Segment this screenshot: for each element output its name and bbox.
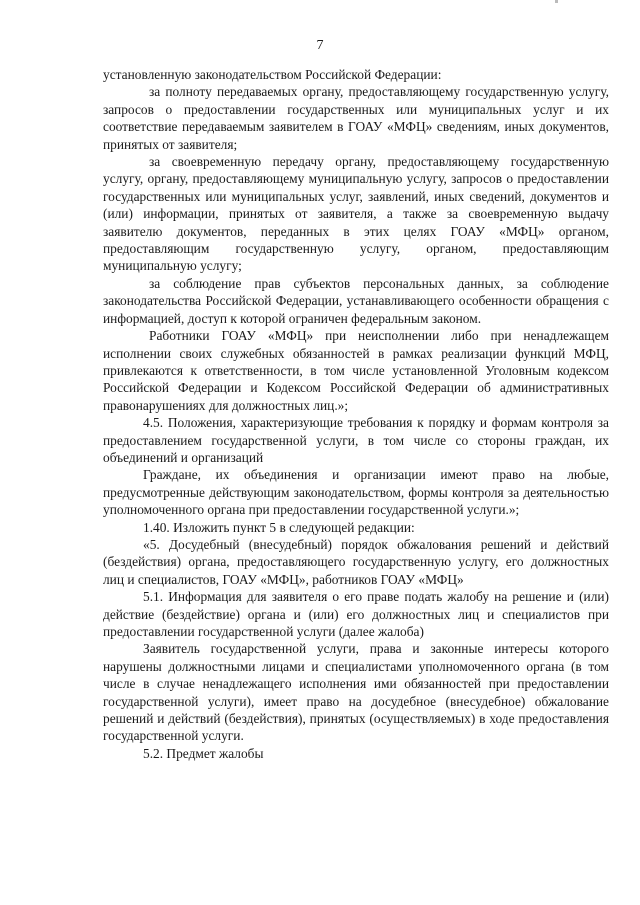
- paragraph: установленную законодательством Российской Федерации:: [103, 67, 442, 82]
- paragraph: Заявитель государственной услуги, права и законные интересы которого нарушены должностными лицами и специалистами уполномоченного органа (в том числе в случае ненадлежащего исполнения ими обязанностей при предоставлении государственной услуги), имеет право на досудебное (внесудебное) обжалование решений и действий (бездействия), принятых (осуществляемых) в ходе предоставления государственной услуги.: [103, 641, 609, 744]
- subsection-heading: 5.1. Информация для заявителя о его праве подать жалобу на решение и (или) действие (бездействие) органа и (или) его должностных лиц и специалистов при предоставлении государственной услуги (далее жалоба): [103, 589, 609, 639]
- paragraph: за полноту передаваемых органу, предоставляющему государственную услугу, запросов о предоставлении государственных или муниципальных услуг и их соответствие передаваемым заявителем в ГОАУ «МФЦ» сведениям, иных документов, принятых от заявителя;: [103, 84, 609, 152]
- paragraph: Граждане, их объединения и организации имеют право на любые, предусмотренные действующим законодательством, формы контроля за деятельностью уполномоченного органа при предоставлении государственной услуги.»;: [103, 467, 609, 518]
- paragraph: за соблюдение прав субъектов персональных данных, за соблюдение законодательства Российской Федерации, устанавливающего особенности обращения с информацией, доступ к которой ограничен федеральным законом.: [103, 275, 609, 326]
- page-number: 7: [316, 38, 324, 53]
- section-heading: 4.5. Положения, характеризующие требования к порядку и формам контроля за предоставлением государственной услуги, в том числе со стороны граждан, их объединений и организаций: [103, 415, 609, 465]
- section-heading: «5. Досудебный (внесудебный) порядок обжалования решений и действий (бездействия) органа, предоставляющего государственную услугу, его должностных лиц и специалистов, ГОАУ «МФЦ», работников ГОАУ «МФЦ»: [103, 536, 609, 587]
- paragraph: Работники ГОАУ «МФЦ» при неисполнении либо при ненадлежащем исполнении своих служебных обязанностей в рамках реализации функций МФЦ, привлекаются к ответственности, в том числе установленной Уголовным кодексом Российской Федерации и Кодексом Российской Федерации об административных правонарушениях для должностных лиц.»;: [103, 328, 609, 413]
- amendment-item: 1.40. Изложить пункт 5 в следующей редакции:: [143, 519, 415, 535]
- scan-speck: [555, 0, 558, 3]
- subsection-heading: 5.2. Предмет жалобы: [143, 745, 264, 761]
- document-body: [103, 66, 609, 762]
- paragraph: за своевременную передачу органу, предоставляющему государственную услугу, органу, предоставляющему муниципальную услугу, запросов о предоставлении государственных или муниципальных услуг, заявлений, иных сведений, документов и (или) информации, принятых от заявителя, а также за своевременную выдачу заявителю документов, переданных в этих целях ГОАУ «МФЦ» органом, предоставляющим государственную услугу, органом, предоставляющим муниципальную услугу;: [103, 154, 609, 274]
